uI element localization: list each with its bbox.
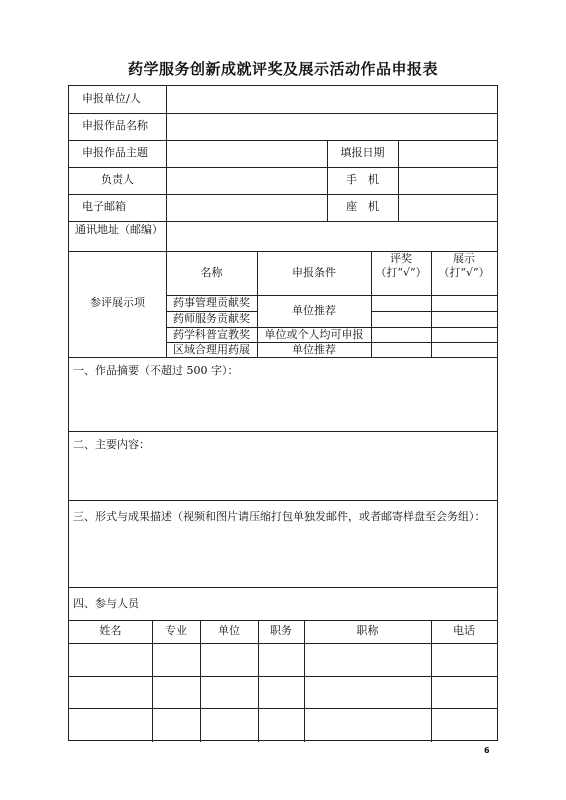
award-check-header: 评奖（打“√”）: [375, 252, 427, 279]
landline-label: 座 机: [346, 200, 379, 213]
participant-col-position: 职务: [270, 624, 292, 637]
mobile-label: 手 机: [346, 173, 379, 186]
col-divider: [200, 620, 201, 742]
row-divider: [69, 676, 497, 677]
address-label: 通讯地址（邮编）: [75, 223, 163, 236]
unit-label: 申报单位/人: [82, 92, 141, 105]
review-item-name: 区域合理用药展: [173, 343, 250, 356]
participant-col-name: 姓名: [99, 624, 122, 637]
row-divider: [69, 708, 497, 709]
row-divider: [69, 500, 497, 501]
review-items-label: 参评展示项: [90, 296, 145, 309]
row-divider: [69, 251, 497, 252]
participant-col-title: 职称: [356, 624, 379, 637]
content-section-heading: 二、主要内容：: [73, 438, 150, 451]
email-label: 电子邮箱: [82, 200, 126, 213]
work-theme-label: 申报作品主题: [82, 146, 148, 159]
row-divider: [69, 431, 497, 432]
col-divider: [431, 620, 432, 742]
application-form-table: [68, 85, 498, 741]
person-label: 负责人: [101, 173, 134, 186]
row-divider: [69, 140, 497, 141]
review-divider: [371, 311, 497, 312]
summary-section-heading: 一、作品摘要（不超过 500 字）：: [73, 364, 239, 377]
participant-col-phone: 电话: [453, 624, 475, 637]
participant-col-unit: 单位: [218, 624, 240, 637]
participant-col-major: 专业: [165, 624, 187, 637]
page-number: 6: [484, 746, 490, 755]
participants-section-heading: 四、参与人员: [73, 597, 139, 610]
row-divider: [69, 167, 497, 168]
row-divider: [69, 620, 497, 621]
review-condition: 单位推荐: [292, 343, 336, 356]
form-title: 药学服务创新成就评奖及展示活动作品申报表: [127, 60, 438, 78]
display-check-header: 展示（打“√”）: [438, 252, 490, 279]
col-divider: [371, 251, 372, 357]
review-item-name: 药事管理贡献奖: [173, 296, 250, 309]
row-divider: [69, 587, 497, 588]
review-condition-header: 申报条件: [292, 266, 336, 279]
col-divider: [398, 140, 399, 221]
form-description-heading: 三、形式与成果描述（视频和图片请压缩打包单独发邮件，或者邮寄样盘至会务组）：: [73, 510, 486, 523]
review-condition: 单位推荐: [292, 304, 336, 317]
work-name-label: 申报作品名称: [82, 119, 148, 132]
col-divider: [152, 620, 153, 742]
row-divider: [69, 113, 497, 114]
review-item-name: 药师服务贡献奖: [173, 312, 250, 325]
fill-date-label: 填报日期: [340, 146, 385, 159]
col-divider: [431, 251, 432, 357]
row-divider: [69, 357, 497, 358]
row-divider: [69, 643, 497, 644]
review-item-name: 药学科普宣教奖: [173, 328, 250, 341]
col-divider: [304, 620, 305, 742]
row-divider: [69, 194, 497, 195]
row-divider: [69, 221, 497, 222]
col-divider: [258, 620, 259, 742]
review-name-header: 名称: [200, 266, 223, 279]
review-condition: 单位或个人均可申报: [264, 328, 364, 341]
